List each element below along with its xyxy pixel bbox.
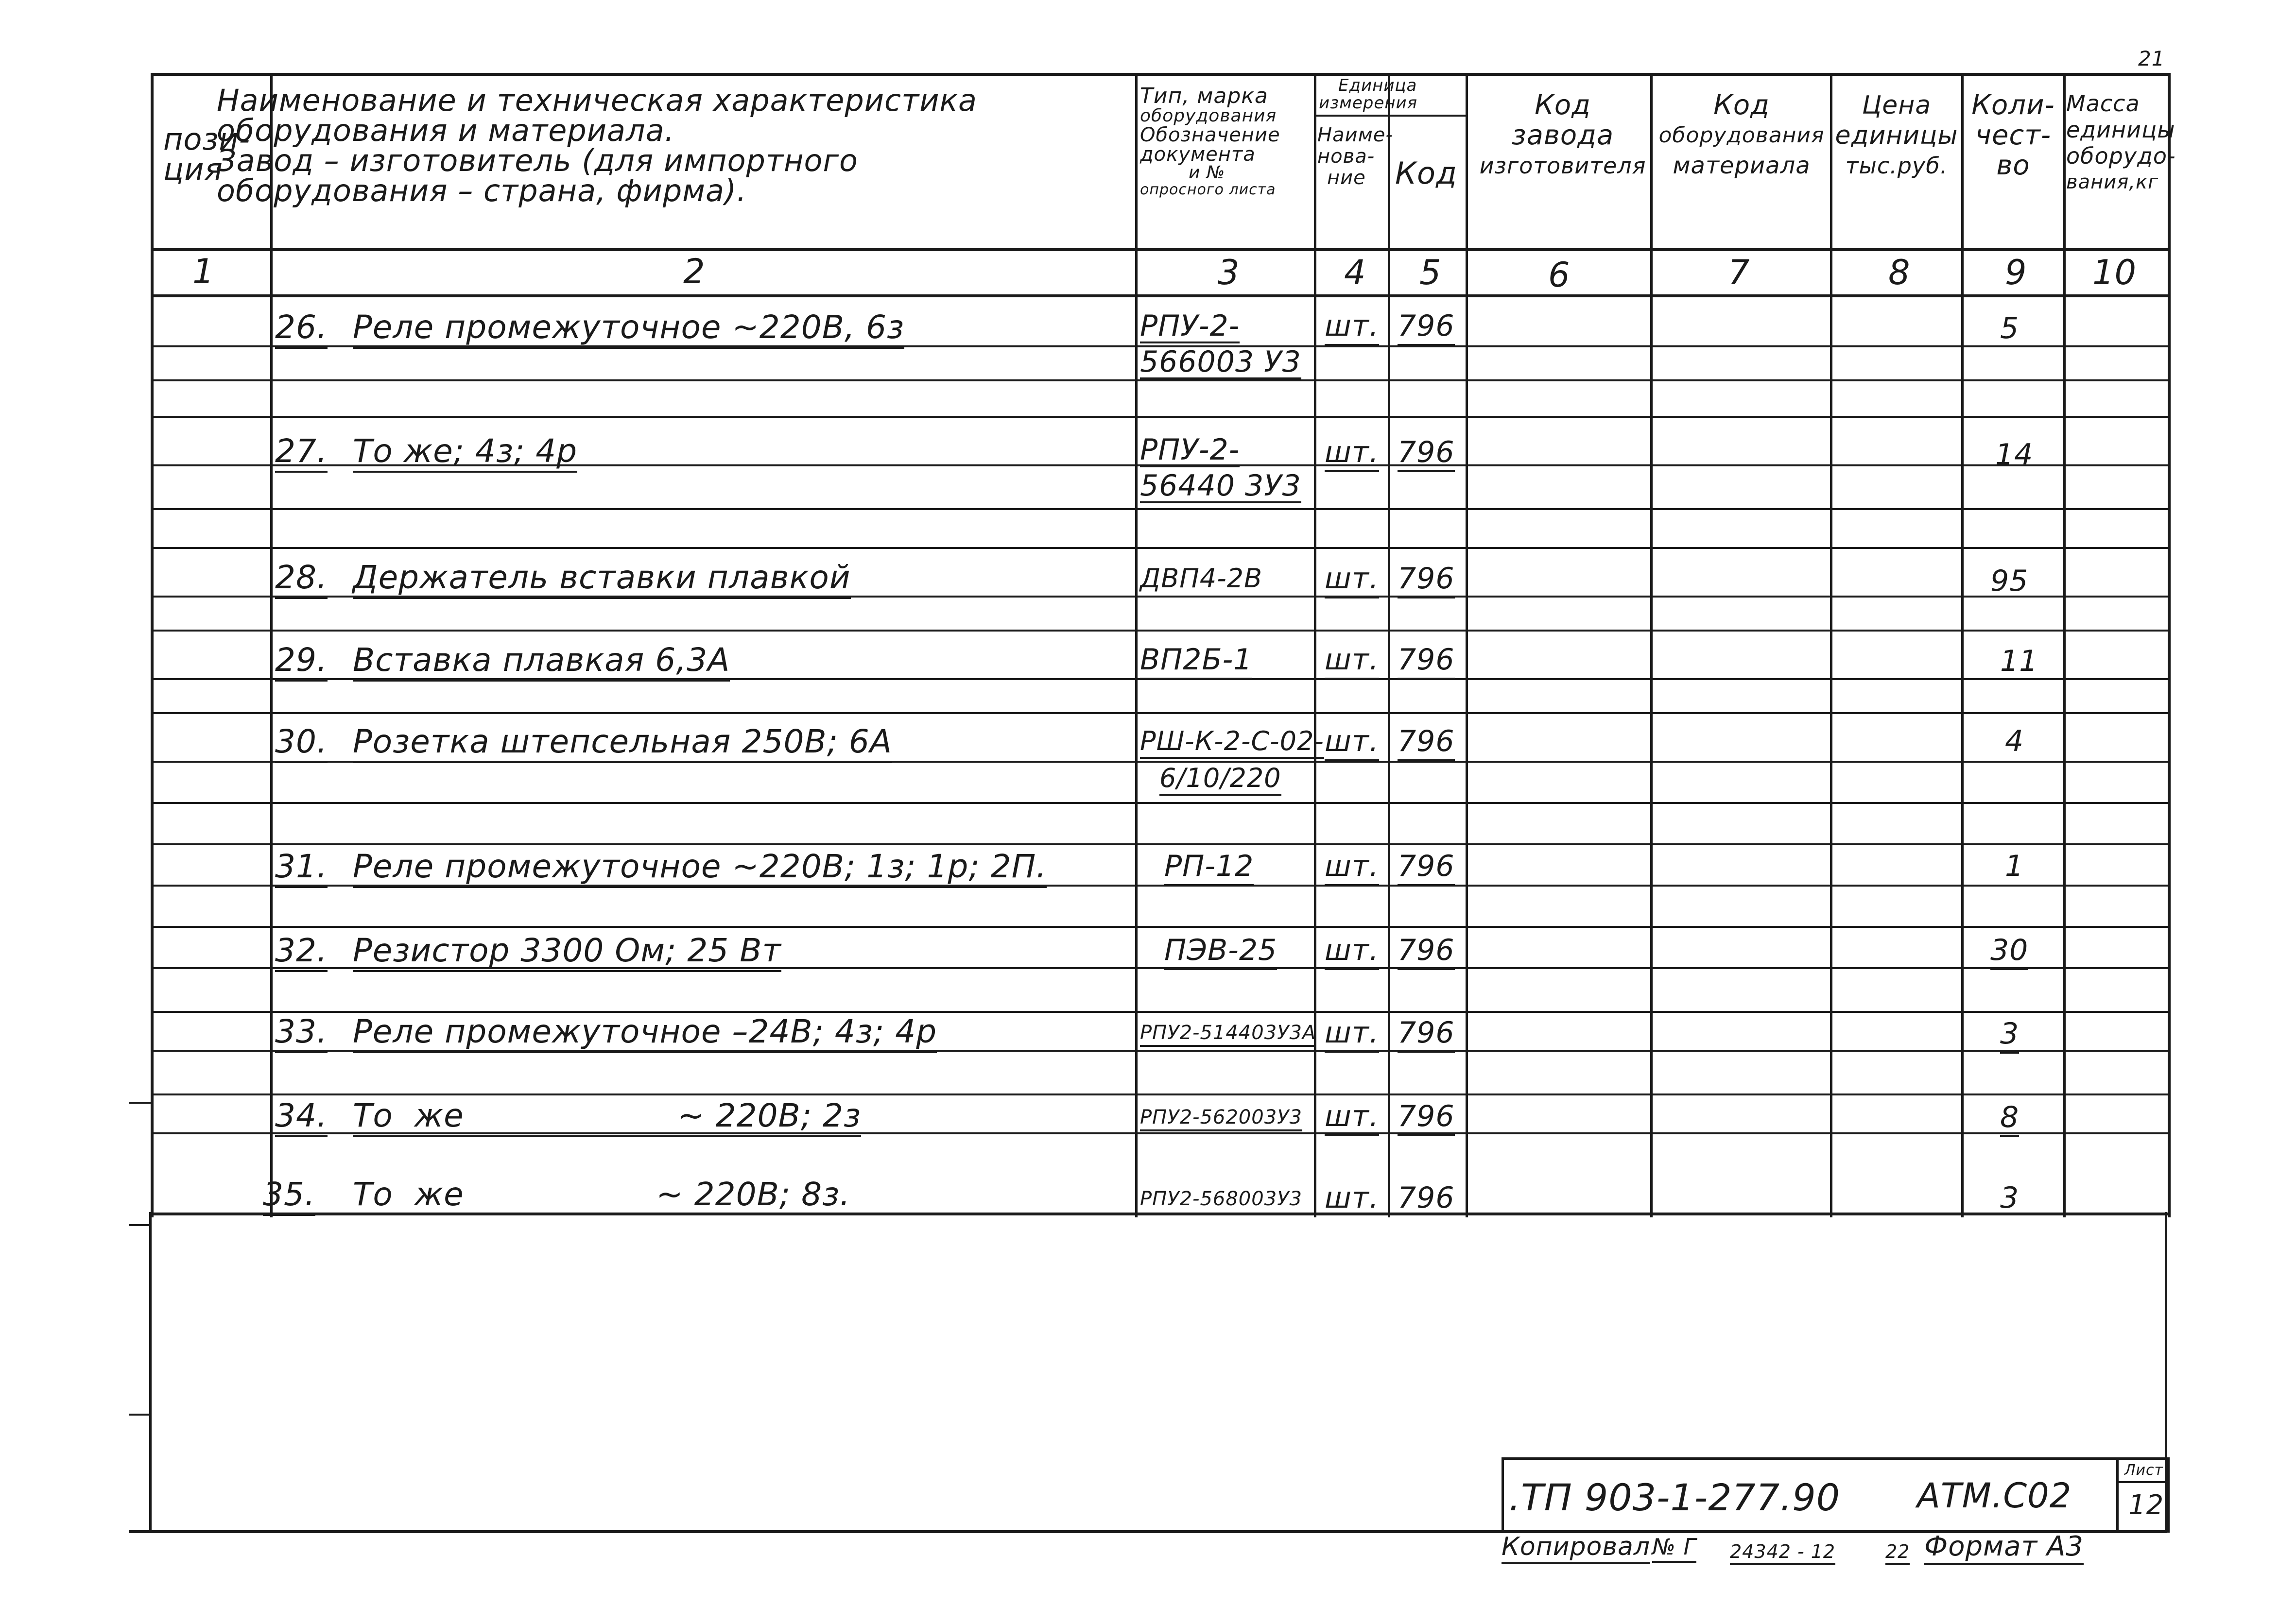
row-position: 30. bbox=[275, 726, 328, 758]
row-code: 796 bbox=[1398, 1181, 1455, 1215]
row-code: 796 bbox=[1398, 438, 1455, 467]
header-quantity: Коли- чест- во bbox=[1971, 89, 2055, 181]
copied-by: Копировал bbox=[1502, 1534, 1650, 1559]
row-line bbox=[154, 379, 2168, 381]
row-name: Резистор 3300 Ом; 25 Вт bbox=[353, 935, 781, 967]
row-position: 33. bbox=[275, 1016, 328, 1048]
row-name: Реле промежуточное ~220В; 1з; 1р; 2П. bbox=[353, 851, 1047, 883]
col-divider bbox=[1135, 76, 1138, 1217]
row-name: То же ~ 220В; 8з. bbox=[353, 1176, 851, 1213]
row-line bbox=[154, 926, 2168, 928]
header-unit-name: Наиме- нова- ние bbox=[1317, 124, 1393, 189]
row-position: 26. bbox=[275, 311, 328, 343]
row-quantity: 1 bbox=[2005, 849, 2024, 883]
margin-tick bbox=[129, 1224, 151, 1226]
row-unit: шт. bbox=[1325, 564, 1379, 593]
column-number: 7 bbox=[1728, 253, 1750, 292]
row-quantity: 3 bbox=[2000, 1019, 2019, 1048]
header-unit-mass: Масса единицы оборудо- вания,кг bbox=[2066, 90, 2176, 193]
header-unit-code: Код bbox=[1395, 155, 1457, 191]
row-unit: шт. bbox=[1325, 1018, 1379, 1047]
row-unit: шт. bbox=[1325, 936, 1379, 965]
row-unit: шт. bbox=[1325, 311, 1379, 341]
sheet-number: 12 bbox=[2128, 1489, 2164, 1521]
column-number: 5 bbox=[1419, 253, 1442, 292]
row-type: РП-12 bbox=[1164, 852, 1254, 881]
row-type: ПЭВ-25 bbox=[1164, 936, 1277, 965]
row-type: РПУ2-568003У3 bbox=[1140, 1188, 1302, 1210]
order-suffix: 22 bbox=[1885, 1539, 1910, 1564]
sheet-number-box bbox=[2116, 1460, 2167, 1533]
row-line bbox=[154, 416, 2168, 418]
row-line bbox=[154, 508, 2168, 510]
row-unit: шт. bbox=[1325, 727, 1379, 756]
row-line bbox=[154, 802, 2168, 804]
margin-tick bbox=[129, 1414, 151, 1416]
row-name: Держатель вставки плавкой bbox=[353, 562, 851, 594]
column-number: 6 bbox=[1548, 255, 1571, 295]
page-number: 21 bbox=[2138, 47, 2165, 70]
sheet-left-border bbox=[149, 1212, 152, 1530]
margin-tick bbox=[129, 1102, 151, 1104]
header-name-description: Наименование и техническая характеристика оборудования и материала. Завод – изготовитель (для импортного оборудования – страна, фирма). bbox=[217, 83, 977, 208]
header-equipment-code: Код оборудования материала bbox=[1658, 89, 1825, 179]
row-type: РПУ-2- 566003 У3 bbox=[1140, 309, 1301, 379]
col-divider bbox=[1466, 76, 1468, 1217]
row-code: 796 bbox=[1398, 852, 1455, 881]
row-code: 796 bbox=[1398, 564, 1455, 593]
row-line bbox=[154, 712, 2168, 714]
col-divider bbox=[1961, 76, 1964, 1217]
column-numbers-divider bbox=[154, 294, 2168, 297]
row-unit: шт. bbox=[1325, 1102, 1379, 1131]
row-name: То же ~ 220В; 2з bbox=[353, 1100, 861, 1132]
col-divider bbox=[270, 76, 273, 1217]
column-number: 10 bbox=[2092, 253, 2137, 292]
row-code: 796 bbox=[1398, 1018, 1455, 1047]
document-code: АТМ.С02 bbox=[1917, 1476, 2072, 1516]
header-unit-price: Цена единицы тыс.руб. bbox=[1835, 91, 1958, 179]
row-line bbox=[154, 547, 2168, 549]
row-type: РПУ2-562003У3 bbox=[1140, 1107, 1302, 1128]
row-quantity: 95 bbox=[1990, 564, 2029, 598]
row-position: 34. bbox=[275, 1100, 328, 1132]
sheet-label: Лист bbox=[2124, 1462, 2164, 1479]
header-divider bbox=[154, 248, 2168, 251]
row-type: РШ-К-2-С-02- 6/10/220 bbox=[1140, 727, 1324, 796]
row-unit: шт. bbox=[1325, 852, 1379, 881]
header-factory-code: Код завода изготовителя bbox=[1479, 89, 1646, 179]
row-type: ДВП4-2В bbox=[1140, 563, 1263, 594]
row-unit: шт. bbox=[1325, 645, 1379, 674]
column-number: 1 bbox=[192, 252, 215, 291]
row-quantity: 8 bbox=[2000, 1103, 2019, 1132]
paper-format: Формат А3 bbox=[1924, 1534, 2084, 1559]
order-label: № Г bbox=[1652, 1534, 1696, 1559]
row-position: 28. bbox=[275, 562, 328, 594]
row-name: Розетка штепсельная 250В; 6А bbox=[353, 726, 892, 758]
row-line bbox=[154, 843, 2168, 845]
row-type: РПУ2-514403У3А bbox=[1140, 1022, 1316, 1043]
specification-table bbox=[151, 73, 2176, 1217]
column-number: 9 bbox=[2005, 253, 2027, 292]
row-position: 35. bbox=[263, 1179, 315, 1211]
col-divider bbox=[1388, 76, 1390, 1217]
row-name: Вставка плавкая 6,3А bbox=[353, 644, 730, 676]
row-quantity: 30 bbox=[1990, 936, 2028, 965]
column-number: 8 bbox=[1888, 253, 1911, 292]
row-code: 796 bbox=[1398, 1102, 1455, 1131]
row-quantity: 3 bbox=[2000, 1181, 2020, 1215]
header-subline bbox=[1314, 115, 1466, 117]
row-position: 31. bbox=[275, 851, 328, 883]
row-name: То же; 4з; 4р bbox=[353, 435, 577, 467]
header-unit-group: Единица измерения bbox=[1319, 76, 1418, 113]
header-position: пози- ция bbox=[163, 121, 251, 187]
row-code: 796 bbox=[1398, 936, 1455, 965]
row-unit: шт. bbox=[1325, 438, 1379, 467]
sheet-label-divider bbox=[2119, 1481, 2167, 1483]
row-code: 796 bbox=[1398, 311, 1455, 341]
column-number: 4 bbox=[1344, 253, 1366, 292]
row-quantity: 11 bbox=[2000, 644, 2038, 678]
row-code: 796 bbox=[1398, 645, 1455, 674]
document-number: .ТП 903-1-277.90 bbox=[1509, 1476, 1841, 1519]
row-unit: шт. bbox=[1325, 1181, 1379, 1215]
col-divider bbox=[2063, 76, 2066, 1217]
row-name: Реле промежуточное ~220В, 6з bbox=[353, 311, 904, 343]
title-block bbox=[1502, 1457, 2170, 1533]
order-number: 24342 - 12 bbox=[1730, 1539, 1835, 1564]
row-quantity: 4 bbox=[2005, 724, 2024, 758]
row-position: 29. bbox=[275, 644, 328, 676]
row-position: 27. bbox=[275, 435, 328, 467]
row-code: 796 bbox=[1398, 727, 1455, 756]
row-name: Реле промежуточное –24В; 4з; 4р bbox=[353, 1016, 937, 1048]
row-type: РПУ-2- 56440 3У3 bbox=[1140, 433, 1301, 503]
column-number: 3 bbox=[1218, 253, 1240, 292]
row-quantity: 5 bbox=[2000, 311, 2020, 345]
column-number: 2 bbox=[683, 252, 706, 291]
row-position: 32. bbox=[275, 935, 328, 967]
row-line bbox=[154, 1093, 2168, 1095]
row-quantity: 14 bbox=[1995, 438, 2034, 472]
row-line bbox=[154, 630, 2168, 632]
header-type-mark: Тип, марка оборудования Обозначение документа и № опросного листа bbox=[1140, 84, 1280, 198]
row-type: ВП2Б-1 bbox=[1140, 645, 1252, 674]
col-divider bbox=[1830, 76, 1832, 1217]
col-divider bbox=[1650, 76, 1653, 1217]
